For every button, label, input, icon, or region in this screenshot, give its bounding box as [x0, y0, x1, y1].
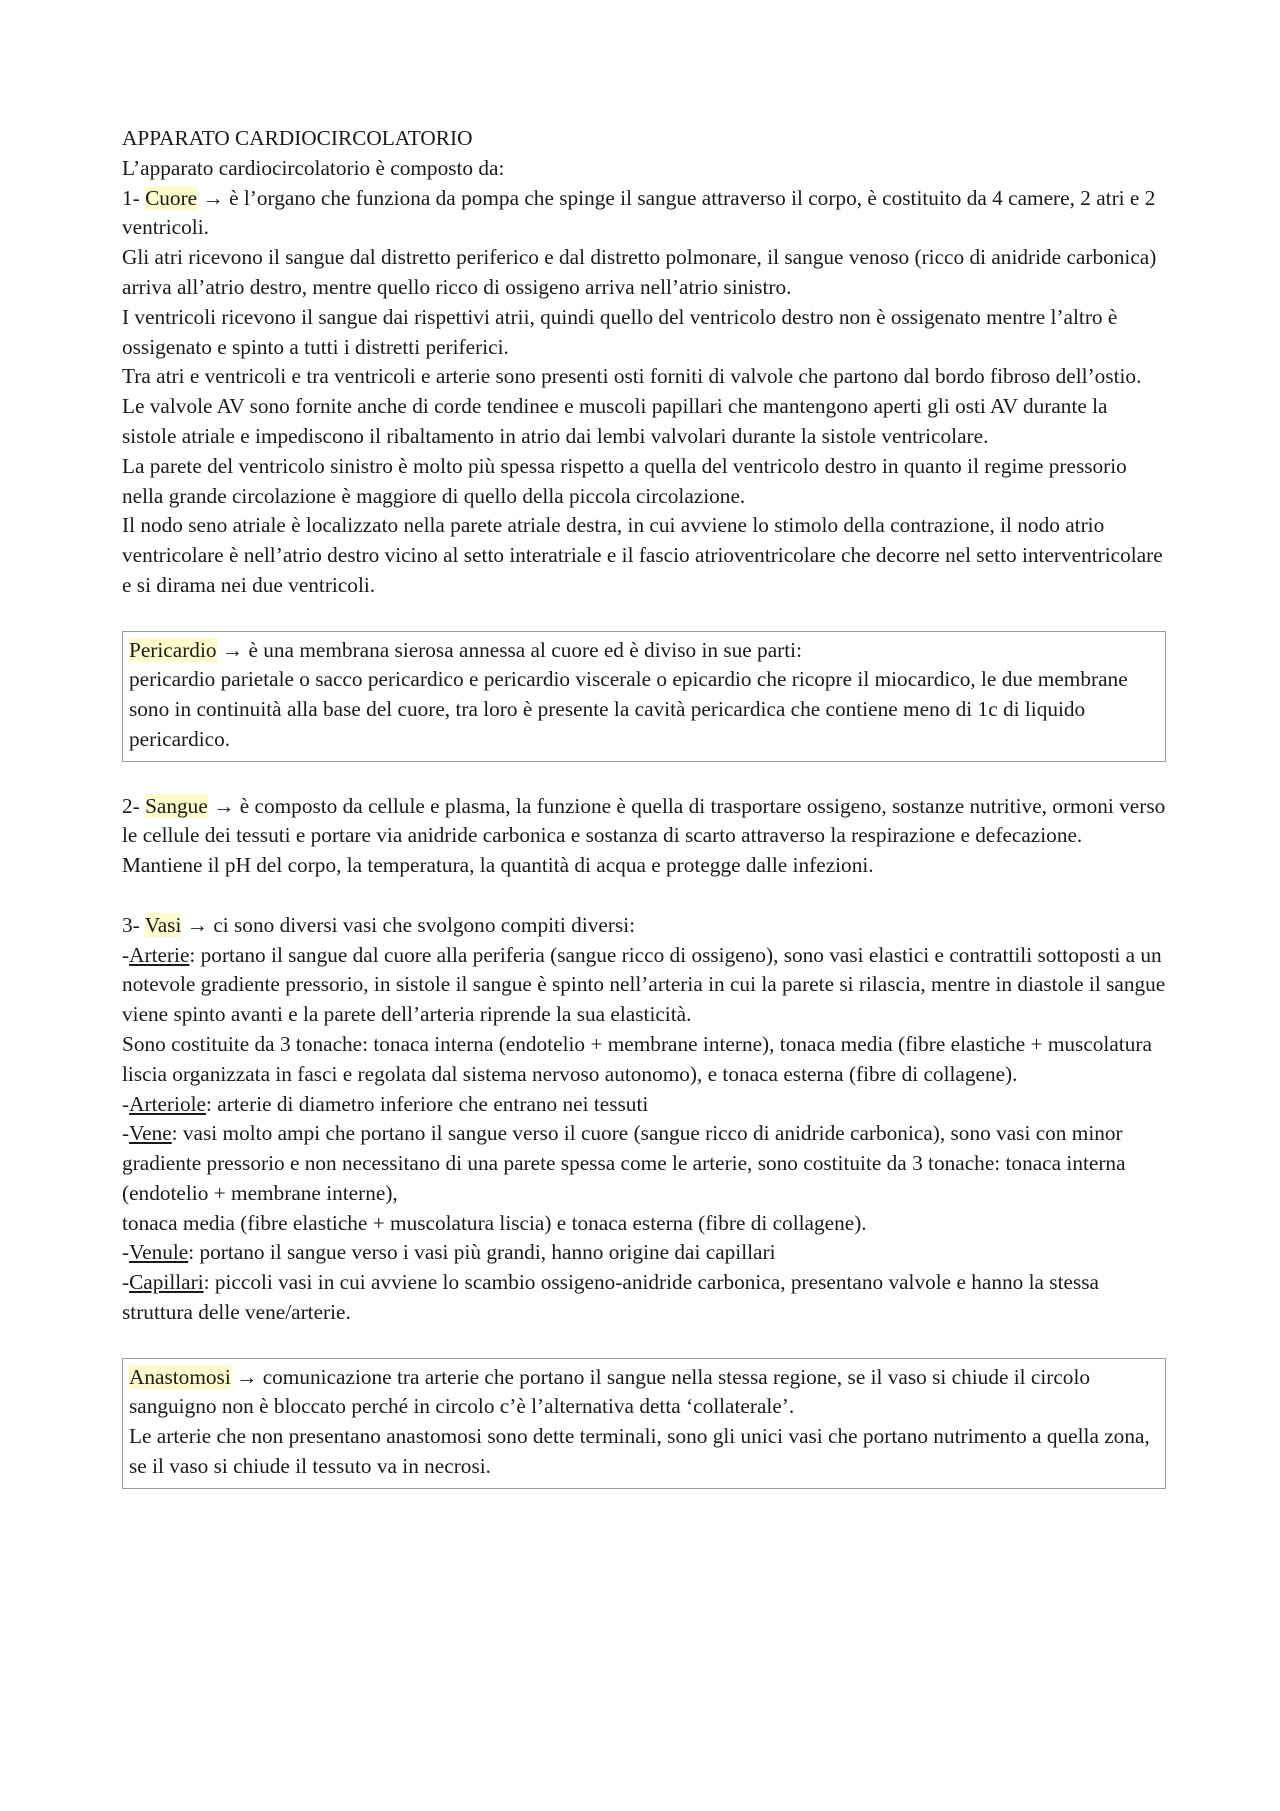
pericardio-box	[122, 631, 1166, 762]
intro-line: L’apparato cardiocircolatorio è composto da:	[122, 155, 505, 180]
arterie-text: : portano il sangue dal cuore alla periferia (sangue ricco di ossigeno), sono vasi elastici e contrattili sottoposti a un notevole gradiente pressorio, in sistole il sangue è spinto nell’arteria in cui la parete si rilascia, mentre in diastole il sangue viene spinto avanti e la parete dell’arteria riprende la sua elasticità.	[122, 942, 1166, 1027]
cuore-nodo-paragraph: Il nodo seno atriale è localizzato nella parete atriale destra, in cui avviene lo stimolo della contrazione, il nodo atrio ventricolare è nell’atrio destro vicino al setto interatriale e il fascio atrioventricolare che decorre nel setto interventricolare e si dirama nei due ventricoli.	[122, 513, 1163, 597]
spacer	[122, 601, 1167, 631]
vene-paragraph: -Vene: vasi molto ampi che portano il sangue verso il cuore (sangue ricco di anidride carbonica), sono vasi con minor gradiente pressorio e non necessitano di una parete spessa come le arterie, sono costituite da 3 tonache: tonaca interna (endotelio + membrane interne),	[122, 1121, 1126, 1205]
capillari-text: : piccoli vasi in cui avviene lo scambio ossigeno-anidride carbonica, presentano valvole e hanno la stessa struttura delle vene/arterie.	[122, 1270, 1099, 1325]
anastomosi-box	[122, 1358, 1166, 1489]
arterie-paragraph: -Arterie: portano il sangue dal cuore alla periferia (sangue ricco di ossigeno), sono vasi elastici e contrattili sottoposti a un notevole gradiente pressorio, in sistole il sangue è spinto nell’arteria in cui la parete si rilascia, mentre in diastole il sangue viene spinto avanti e la parete dell’arteria riprende la sua elasticità.	[122, 942, 1166, 1027]
pericardio-definition: → è una membrana sierosa annessa al cuore ed è diviso in sue parti:	[216, 637, 802, 662]
spacer	[122, 1328, 1167, 1358]
pericardio-term: Pericardio	[129, 637, 217, 662]
arteriole-text: : arterie di diametro inferiore che entrano nei tessuti	[205, 1091, 649, 1116]
anastomosi-text: Le arterie che non presentano anastomosi sono dette terminali, sono gli unici vasi che portano nutrimento a quella zona, se il vaso si chiude il tessuto va in necrosi.	[129, 1424, 1150, 1479]
cuore-ventricoli-paragraph: I ventricoli ricevono il sangue dai rispettivi atrii, quindi quello del ventricolo destro non è ossigenato mentre l’altro è ossigenato e spinto a tutti i distretti periferici.	[122, 304, 1118, 359]
vasi-number: 3-	[122, 912, 145, 937]
cuore-valvole-paragraph: Le valvole AV sono fornite anche di corde tendinee e muscoli papillari che mantengono aperti gli osti AV durante la sistole atriale e impediscono il ribaltamento in atrio dai lembi valvolari durante la sistole ventricolare.	[122, 394, 1108, 448]
capillari-term: Capillari	[129, 1270, 204, 1295]
sangue-number: 2-	[122, 793, 146, 818]
tonache-paragraph: Sono costituite da 3 tonache: tonaca interna (endotelio + membrane interne), tonaca media (fibre elastiche + muscolatura liscia organizzata in fasci e regolata dal sistema nervoso autonomo), e tonaca esterna (fibre di collagene).	[122, 1031, 1152, 1086]
pericardio-text: pericardio parietale o sacco pericardico e pericardio viscerale o epicardio che ricopre il miocardico, le due membrane sono in continuità alla base del cuore, tra loro è presente la cavità pericardica che contiene meno di 1c di liquido pericardico.	[129, 667, 1128, 751]
vasi-paragraph	[122, 911, 1167, 941]
anastomosi-heading	[129, 1363, 1159, 1423]
arteriole-paragraph: -Arteriole: arterie di diametro inferiore che entrano nei tessuti	[122, 1091, 649, 1116]
vasi-term: Vasi	[144, 912, 182, 937]
capillari-paragraph: -Capillari: piccoli vasi in cui avviene lo scambio ossigeno-anidride carbonica, presentano valvole e hanno la stessa struttura delle vene/arterie.	[122, 1270, 1099, 1325]
vasi-definition: → ci sono diversi vasi che svolgono compiti diversi:	[181, 912, 636, 937]
arteriole-term: Arteriole	[129, 1091, 206, 1116]
cuore-definition: → è l’organo che funziona da pompa che spinge il sangue attraverso il corpo, è costituito da 4 camere, 2 atri e 2 ventricoli.	[122, 185, 1156, 240]
sangue-term: Sangue	[145, 793, 208, 818]
spacer	[122, 762, 1167, 792]
vene-term: Vene	[129, 1121, 172, 1146]
cuore-osti-paragraph: Tra atri e ventricoli e tra ventricoli e arterie sono presenti osti forniti di valvole che partono dal bordo fibroso dell’ostio.	[122, 364, 1142, 389]
vene-text-continued: tonaca media (fibre elastiche + muscolatura liscia) e tonaca esterna (fibre di collagene).	[122, 1210, 867, 1235]
sangue-paragraph	[122, 792, 1167, 852]
sangue-definition: → è composto da cellule e plasma, la funzione è quella di trasportare ossigeno, sostanze nutritive, ormoni verso le cellule dei tessuti e portare via anidride carbonica e sostanza di scarto attraverso la respirazione e defecazione.	[122, 793, 1166, 848]
pericardio-heading	[129, 636, 1159, 666]
arterie-term: Arterie	[129, 942, 190, 967]
cuore-atri-paragraph: Gli atri ricevono il sangue dal distretto periferico e dal distretto polmonare, il sangue venoso (ricco di anidride carbonica) arriva all’atrio destro, mentre quello ricco di ossigeno arriva nell’atrio sinistro.	[122, 245, 1157, 299]
cuore-number: 1-	[122, 185, 146, 210]
cuore-parete-paragraph: La parete del ventricolo sinistro è molto più spessa rispetto a quella del ventricolo destro in quanto il regime pressorio nella grande circolazione è maggiore di quello della piccola circolazione.	[122, 453, 1127, 508]
cuore-term: Cuore	[145, 185, 198, 210]
cuore-paragraph	[122, 184, 1167, 244]
venule-text: : portano il sangue verso i vasi più grandi, hanno origine dai capillari	[188, 1240, 776, 1265]
document-page	[122, 124, 1167, 1489]
spacer	[122, 881, 1167, 911]
anastomosi-definition: → comunicazione tra arterie che portano il sangue nella stessa regione, se il vaso si chiude il circolo sanguigno non è bloccato perché in circolo c’è l’alternativa detta ‘collaterale’.	[129, 1364, 1091, 1419]
sangue-text: Mantiene il pH del corpo, la temperatura, la quantità di acqua e protegge dalle infezioni.	[122, 853, 874, 878]
vene-text: : vasi molto ampi che portano il sangue verso il cuore (sangue ricco di anidride carbonica), sono vasi con minor gradiente pressorio e non necessitano di una parete spessa come le arterie, sono costituite da 3 tonache: tonaca interna (endotelio + membrane interne),	[122, 1121, 1126, 1205]
venule-term: Venule	[129, 1240, 189, 1265]
venule-paragraph: -Venule: portano il sangue verso i vasi più grandi, hanno origine dai capillari	[122, 1240, 776, 1265]
document-title: APPARATO CARDIOCIRCOLATORIO	[122, 126, 473, 150]
anastomosi-term: Anastomosi	[129, 1364, 231, 1389]
